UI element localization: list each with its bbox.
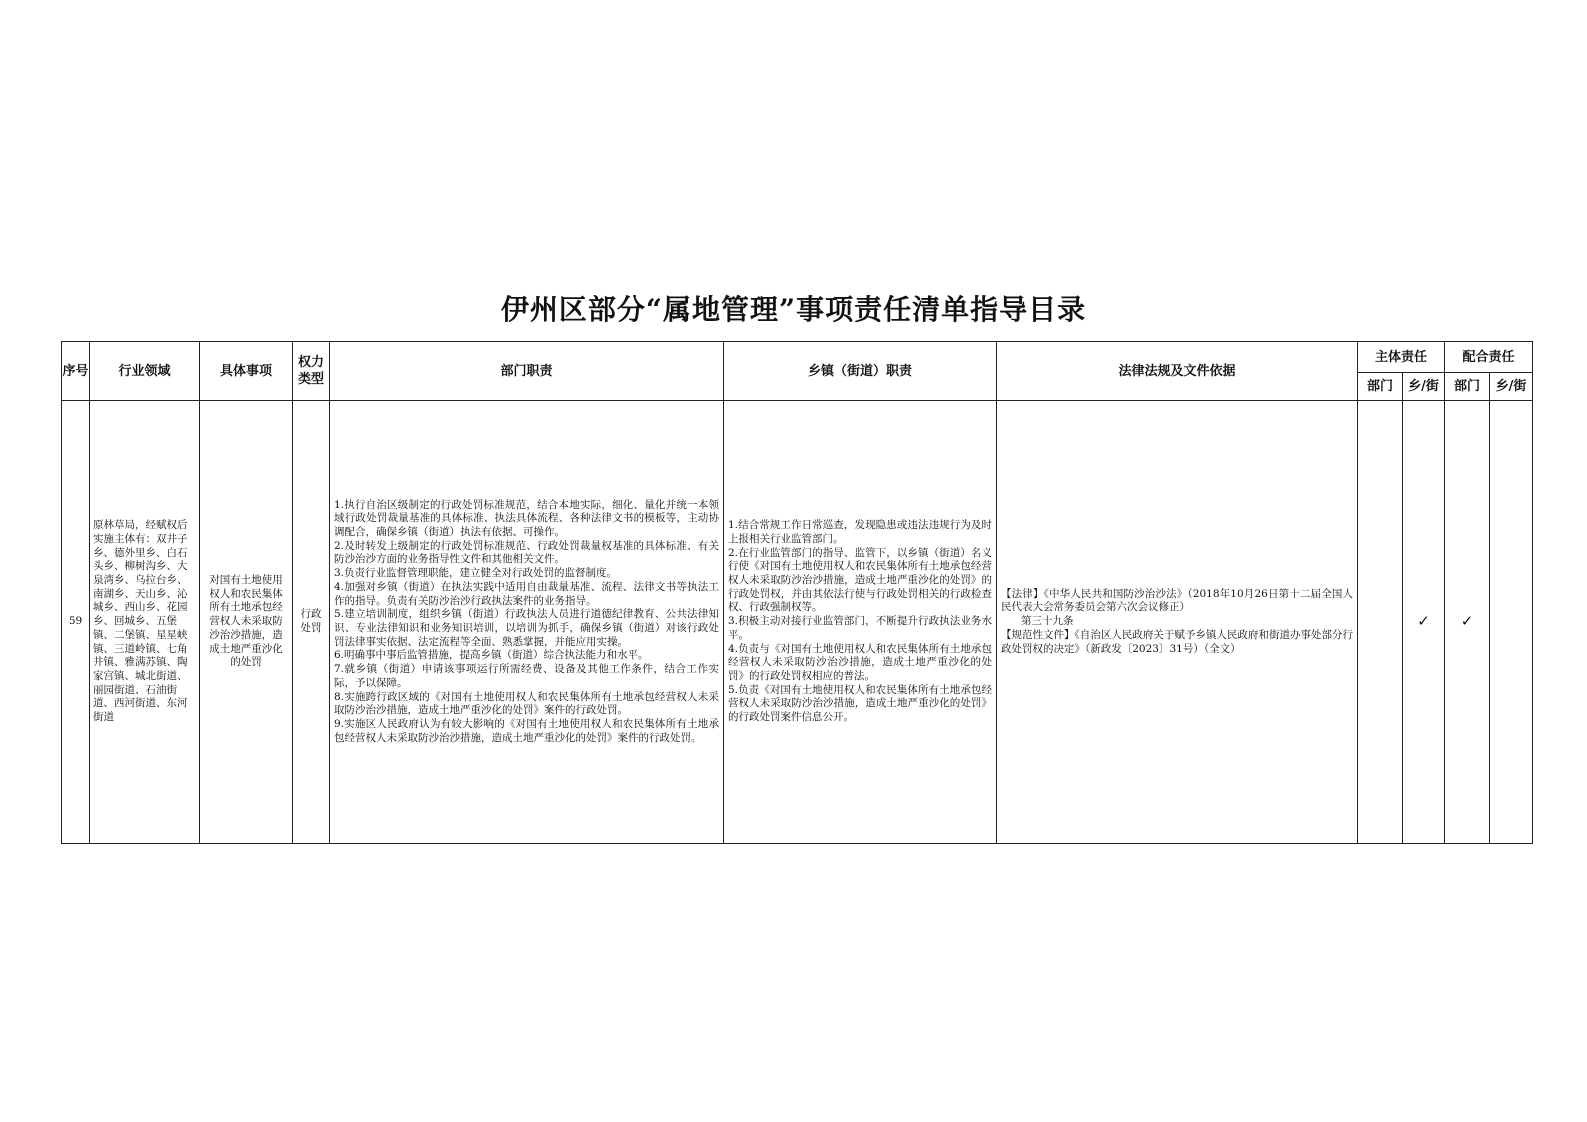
town-duty-item: 4.负责与《对国有土地使用权人和农民集体所有土地承包经营权人未采取防沙治沙措施，造成土地严重沙化的处罚》的行政处罚权相应的普法。 [728, 642, 992, 682]
town-duty-item: 1.结合常规工作日常巡查，发现隐患或违法违规行为及时上报相关行业监管部门。 [728, 519, 992, 545]
header-coop-dept: 部门 [1445, 373, 1490, 401]
header-coop-town: 乡/街 [1490, 373, 1533, 401]
header-town-duty: 乡镇（街道）职责 [724, 342, 997, 401]
dept-duty-item: 2.及时转发上级制定的行政处罚标准规范、行政处罚裁量权基准的具体标准、有关防沙治沙方面的业务指导性文件和其他相关文件。 [334, 539, 719, 566]
town-duty-item: 2.在行业监管部门的指导、监管下，以乡镇（街道）名义行使《对国有土地使用权人和农民集体所有土地承包经营权人未采取防沙治沙措施，造成土地严重沙化的处罚》的行政处罚权，并由其依法行使与行政处罚相关的行政检查权、行政强制权等。 [728, 546, 992, 614]
law-article: 第三十九条 [1021, 615, 1074, 628]
page-title: 伊州区部分“属地管理”事项责任清单指导目录 [500, 293, 1087, 326]
law-item: 【法律】《中华人民共和国防沙治沙法》（2018年10月26日第十二届全国人民代表大会常务委员会第六次会议修正） [1001, 587, 1353, 614]
dept-duty-item: 7.就乡镇（街道）申请该事项运行所需经费、设备及其他工作条件，结合工作实际，予以保障。 [334, 663, 719, 689]
table-row [62, 401, 1533, 844]
cell-law [997, 401, 1358, 844]
cell-coop-dept-check: ✓ [1445, 401, 1490, 844]
cell-power-type: 行政处罚 [293, 401, 330, 844]
dept-duty-item: 1.执行自治区级制定的行政处罚标准规范，结合本地实际，细化、量化并统一本领域行政处罚裁量基准的具体标准、执法具体流程、各种法律文书的模板等，主动协调配合，确保乡镇（街道）执法有依据、可操作。 [334, 498, 719, 539]
dept-duty-item: 6.明确事中事后监管措施，提高乡镇（街道）综合执法能力和水平。 [334, 649, 649, 662]
dept-duty-item: 9.实施区人民政府认为有较大影响的《对国有土地使用权人和农民集体所有土地承包经营权人未采取防沙治沙措施，造成土地严重沙化的处罚》案件的行政处罚。 [334, 717, 719, 744]
dept-duty-item: 3.负责行业监督管理职能，建立健全对行政处罚的监督制度。 [334, 567, 618, 580]
cell-item: 对国有土地使用权人和农民集体所有土地承包经营权人未采取防沙治沙措施，造成土地严重沙化的处罚 [200, 401, 293, 844]
cell-town-duty [724, 401, 997, 844]
cell-field: 原林草局，经赋权后实施主体有：双井子乡、德外里乡、白石头乡、柳树沟乡、大泉湾乡、乌拉台乡、南湖乡、天山乡、沁城乡、西山乡、花园乡、回城乡、五堡镇、二堡镇、星星峡镇、三道岭镇、七角井镇、雅满苏镇、陶家宫镇、城北街道、丽园街道、石油街道、西河街道、东河街道 [90, 401, 200, 844]
header-seq: 序号 [62, 342, 90, 401]
cell-main-town-check: ✓ [1403, 401, 1445, 844]
header-power-type: 权力类型 [293, 342, 330, 401]
header-item: 具体事项 [200, 342, 293, 401]
law-item: 【规范性文件】《自治区人民政府关于赋予乡镇人民政府和街道办事处部分行政处罚权的决定》（新政发〔2023〕31号）（全文） [1001, 628, 1353, 655]
header-law: 法律法规及文件依据 [997, 342, 1358, 401]
header-field: 行业领域 [90, 342, 200, 401]
cell-seq: 59 [62, 401, 90, 844]
header-dept-duty: 部门职责 [330, 342, 724, 401]
header-row-1 [62, 342, 1533, 373]
dept-duty-item: 4.加强对乡镇（街道）在执法实践中适用自由裁量基准、流程、法律文书等执法工作的指导。负责有关防沙治沙行政执法案件的业务指导。 [334, 580, 719, 607]
town-duty-item: 5.负责《对国有土地使用权人和农民集体所有土地承包经营权人未采取防沙治沙措施，造成土地严重沙化的处罚》的行政处罚案件信息公开。 [728, 683, 992, 724]
dept-duty-item: 5.建立培训制度，组织乡镇（街道）行政执法人员进行道德纪律教育、公共法律知识、专业法律知识和业务知识培训，以培训为抓手，确保乡镇（街道）对该行政处罚法律事实依据、法定流程等全面、熟悉掌握，并能应用实操。 [334, 608, 719, 648]
responsibility-table [61, 341, 1533, 844]
dept-duty-item: 8.实施跨行政区域的《对国有土地使用权人和农民集体所有土地承包经营权人未采取防沙治沙措施，造成土地严重沙化的处罚》案件的行政处罚。 [334, 690, 719, 717]
cell-coop-town [1490, 401, 1533, 844]
town-duty-item: 3.积极主动对接行业监管部门，不断提升行政执法业务水平。 [728, 615, 992, 641]
cell-dept-duty [330, 401, 724, 844]
header-main-dept: 部门 [1358, 373, 1403, 401]
header-main-resp: 主体责任 [1358, 342, 1445, 373]
cell-main-dept [1358, 401, 1403, 844]
header-main-town: 乡/街 [1403, 373, 1445, 401]
header-coop-resp: 配合责任 [1445, 342, 1533, 373]
